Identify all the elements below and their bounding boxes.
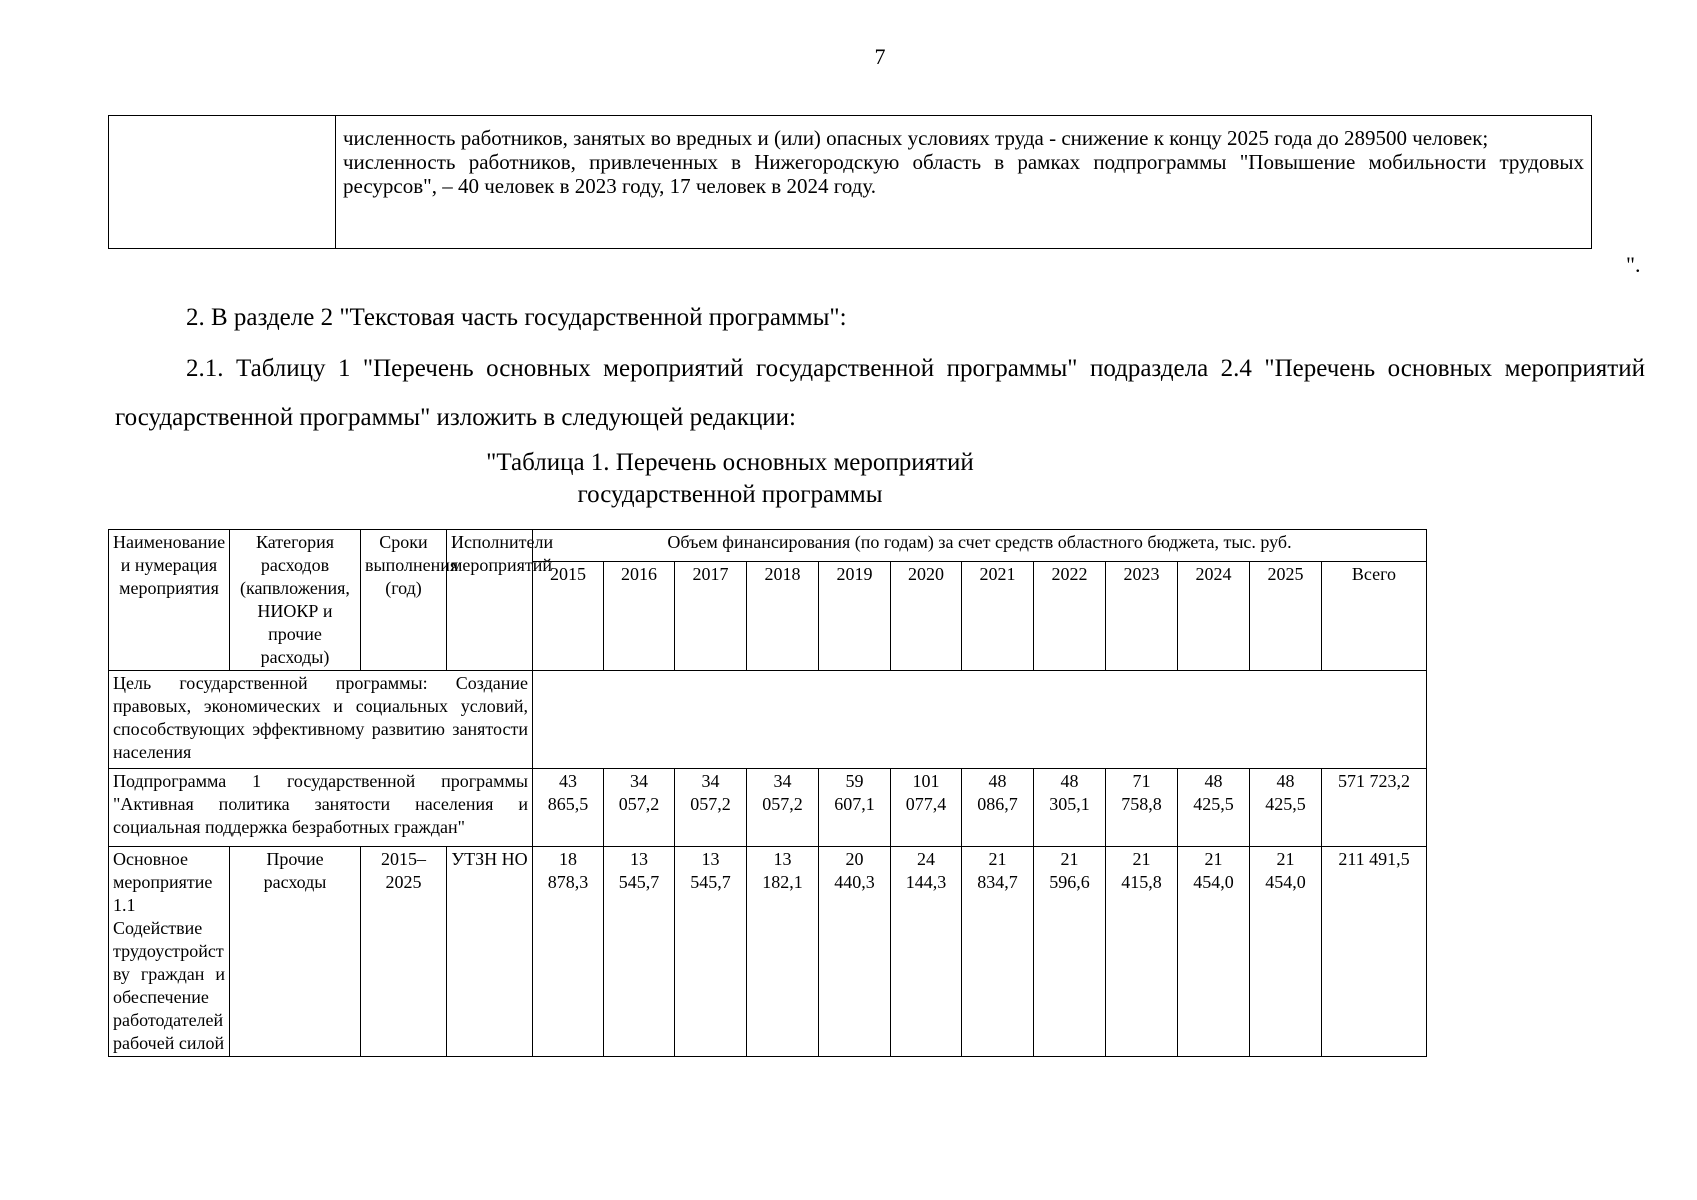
header-year: 2020 xyxy=(891,561,962,670)
measure-value: 21 454,0 xyxy=(1250,847,1322,1057)
program-goal-empty xyxy=(533,671,1427,769)
measure-value: 21 596,6 xyxy=(1034,847,1106,1057)
header-category: Категория расходов (капвложения, НИОКР и прочие расходы) xyxy=(230,530,361,671)
measure-total: 211 491,5 xyxy=(1322,847,1427,1057)
header-name: Наименование и нумерация мероприятия xyxy=(109,530,230,671)
measure-value: 13 545,7 xyxy=(604,847,675,1057)
program-goal-cell: Цель государственной программы: Создание правовых, экономических и социальных условий, способствующих эффективному развитию занятости населения xyxy=(109,671,533,769)
measure-value: 24 144,3 xyxy=(891,847,962,1057)
subprogram-total: 571 723,2 xyxy=(1322,769,1427,847)
subprogram-value: 71 758,8 xyxy=(1106,769,1178,847)
subprogram-row xyxy=(109,769,1427,847)
subprogram-value: 34 057,2 xyxy=(604,769,675,847)
subprogram-value: 101 077,4 xyxy=(891,769,962,847)
subprogram-value: 34 057,2 xyxy=(675,769,747,847)
header-executors: Исполнители мероприятий xyxy=(447,530,533,671)
header-total: Всего xyxy=(1322,561,1427,670)
page-number: 7 xyxy=(874,44,886,69)
header-year: 2018 xyxy=(747,561,819,670)
measure-row xyxy=(109,847,1427,1057)
measure-value: 20 440,3 xyxy=(819,847,891,1057)
table-title-line1: "Таблица 1. Перечень основных мероприятий xyxy=(486,449,974,476)
table-title xyxy=(0,447,1460,511)
subprogram-value: 43 865,5 xyxy=(533,769,604,847)
header-terms: Сроки выполнения (год) xyxy=(361,530,447,671)
header-year: 2015 xyxy=(533,561,604,670)
subprogram-value: 48 305,1 xyxy=(1034,769,1106,847)
subprogram-value: 48 425,5 xyxy=(1178,769,1250,847)
measure-name: Основное мероприятие 1.1 Содействие трудоустройству граждан и обеспечение работодателей рабочей силой xyxy=(109,847,230,1057)
header-year: 2019 xyxy=(819,561,891,670)
measure-value: 21 415,8 xyxy=(1106,847,1178,1057)
header-year: 2024 xyxy=(1178,561,1250,670)
header-year: 2025 xyxy=(1250,561,1322,670)
measure-value: 13 545,7 xyxy=(675,847,747,1057)
paragraph-section-2-1: 2.1. Таблицу 1 "Перечень основных мероприятий государственной программы" подраздела 2.4 "Перечень основных мероприятий государственной программы" изложить в следующей редакции: xyxy=(115,355,1645,431)
measure-terms: 2015–2025 xyxy=(361,847,447,1057)
header-year: 2021 xyxy=(962,561,1034,670)
header-year: 2023 xyxy=(1106,561,1178,670)
subprogram-value: 59 607,1 xyxy=(819,769,891,847)
header-year: 2017 xyxy=(675,561,747,670)
measure-executor: УТЗН НО xyxy=(447,847,533,1057)
header-funding: Объем финансирования (по годам) за счет средств областного бюджета, тыс. руб. xyxy=(533,530,1427,562)
table-title-line2: государственной программы xyxy=(577,481,883,508)
header-year: 2022 xyxy=(1034,561,1106,670)
indicator-harmful-conditions: численность работников, занятых во вредных и (или) опасных условиях труда - снижение к концу 2025 года до 289500 человек; xyxy=(343,126,1489,150)
indicator-attracted-workers: численность работников, привлеченных в Нижегородскую область в рамках подпрограммы "Повышение мобильности трудовых ресурсов", – 40 человек в 2023 году, 17 человек в 2024 году. xyxy=(343,150,1584,198)
passport-table-fragment xyxy=(108,115,1592,249)
passport-indicators-cell xyxy=(336,116,1592,249)
passport-label-cell xyxy=(109,116,336,249)
measure-value: 21 834,7 xyxy=(962,847,1034,1057)
measure-value: 13 182,1 xyxy=(747,847,819,1057)
subprogram-value: 48 425,5 xyxy=(1250,769,1322,847)
measures-table xyxy=(108,529,1427,1057)
measure-category: Прочие расходы xyxy=(230,847,361,1057)
measure-value: 18 878,3 xyxy=(533,847,604,1057)
measure-value: 21 454,0 xyxy=(1178,847,1250,1057)
closing-quote: ". xyxy=(1626,252,1641,277)
subprogram-value: 34 057,2 xyxy=(747,769,819,847)
subprogram-name: Подпрограмма 1 государственной программы "Активная политика занятости населения и социальная поддержка безработных граждан" xyxy=(109,769,533,847)
header-year: 2016 xyxy=(604,561,675,670)
subprogram-value: 48 086,7 xyxy=(962,769,1034,847)
paragraph-section-2: 2. В разделе 2 "Текстовая часть государственной программы": xyxy=(186,304,847,331)
